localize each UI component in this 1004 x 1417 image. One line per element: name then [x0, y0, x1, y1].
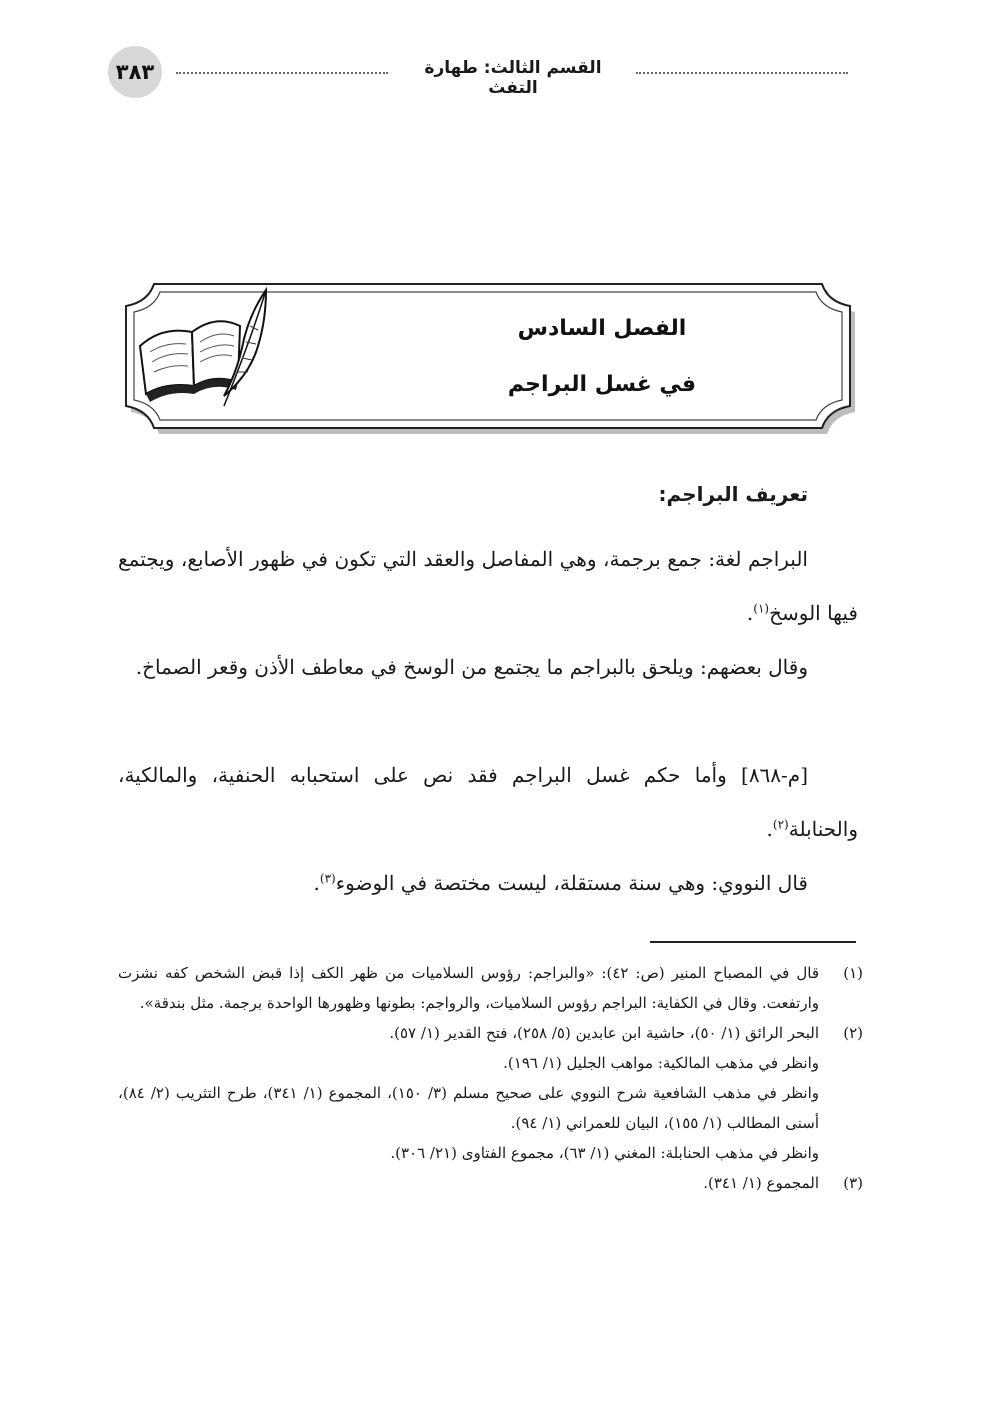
footnote-line: المجموع (١/ ٣٤١).: [703, 1174, 819, 1192]
paragraph-text: [م-٨٦٨] وأما حكم غسل البراجم فقد نص على استحبابه الحنفية، والمالكية، والحنابلة: [118, 763, 858, 841]
footnote-ref: (٢): [772, 817, 789, 832]
body-paragraph-1: [118, 532, 858, 640]
paragraph-end: .: [746, 601, 754, 625]
footnote-separator: [650, 941, 856, 943]
running-title: القسم الثالث: طهارة التفث: [424, 58, 602, 98]
body-paragraph-3: [118, 748, 858, 856]
footnote-line: البحر الرائق (١/ ٥٠)، حاشية ابن عابدين (٥/ ٢٥٨)، فتح القدير (١/ ٥٧).: [389, 1024, 819, 1042]
footnote-text: [118, 1168, 819, 1198]
footnote-text: [118, 958, 819, 1018]
paragraph-text: وقال بعضهم: ويلحق بالبراجم ما يجتمع من الوسخ في معاطف الأذن وقعر الصماخ.: [135, 655, 808, 679]
footnote-3: [118, 1168, 863, 1198]
paragraph-text: البراجم لغة: جمع برجمة، وهي المفاصل والعقد التي تكون في ظهور الأصابع، ويجتمع فيها الوسخ: [118, 547, 858, 625]
chapter-title-frame: [112, 274, 864, 438]
header-dotted-rule-right: [636, 72, 848, 74]
footnotes: [118, 958, 863, 1198]
body-paragraph-4: [118, 856, 858, 910]
footnote-line: وانظر في مذهب الشافعية شرح النووي على صحيح مسلم (٣/ ١٥٠)، المجموع (١/ ٣٤١)، طرح التثريب (٢/ ٨٤)، أسنى المطالب (١/ ١٥٥)، البيان للعمراني (١/ ٩٤).: [118, 1084, 820, 1132]
footnote-ref: (١): [753, 601, 770, 616]
paragraph-end: .: [313, 871, 320, 895]
footnote-number: (٣): [843, 1174, 863, 1192]
footnote-2: [118, 1018, 863, 1168]
header-dotted-rule-left: [176, 72, 388, 74]
page-number: ٣٨٣: [108, 46, 162, 98]
paragraph-text: قال النووي: وهي سنة مستقلة، ليست مختصة في الوضوء: [335, 871, 808, 895]
chapter-number-title: الفصل السادس: [517, 316, 687, 341]
footnote-line: وانظر في مذهب الحنابلة: المغني (١/ ٦٣)، مجموع الفتاوى (٢١/ ٣٠٦).: [390, 1144, 819, 1162]
body-paragraph-2: [118, 640, 858, 694]
footnote-line: وانظر في مذهب المالكية: مواهب الجليل (١/ ١٩٦).: [503, 1054, 819, 1072]
page-header: [108, 46, 848, 98]
footnote-number: (٢): [843, 1024, 863, 1042]
footnote-number: (١): [843, 964, 863, 982]
book-and-quill-icon: [132, 286, 282, 416]
footnote-ref: (٣): [319, 871, 336, 886]
footnote-1: [118, 958, 863, 1018]
paragraph-end: .: [766, 817, 773, 841]
section-heading: تعريف البراجم:: [658, 482, 808, 506]
footnote-text: [118, 1018, 819, 1168]
footnote-line: قال في المصباح المنير (ص: ٤٢): «والبراجم: رؤوس السلاميات من ظهر الكف إذا قبض الشخص كفه نشزت وارتفعت. وقال في الكفاية: البراجم رؤوس السلاميات، والرواجم: بطونها وظهورها الواحدة برجمة. مثل بندقة».: [118, 964, 819, 1012]
chapter-subject-title: في غسل البراجم: [507, 372, 697, 397]
